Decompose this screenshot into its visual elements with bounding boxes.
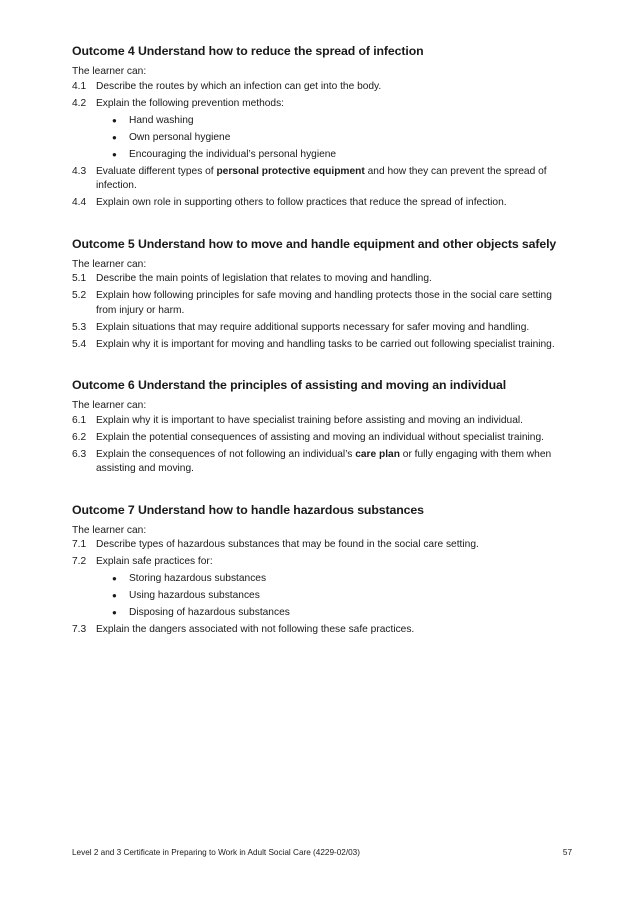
bullet-text: Hand washing [129,114,194,126]
criterion-6-3 [72,448,572,477]
outcome-4-intro: The learner can: [72,66,147,77]
criterion-5-4 [72,338,572,353]
criterion-number: 7.1 [72,539,87,550]
criterion-text-pre: Evaluate different types of [96,165,217,177]
criterion-text [96,165,572,194]
criterion-number: 6.2 [72,431,87,443]
bullet-icon: ● [112,115,117,125]
criterion-text: Explain the potential consequences of assisting and moving an individual without specialist training. [96,431,544,443]
criterion-text: Explain own role in supporting others to follow practices that reduce the spread of infection. [96,197,507,208]
criterion-6-1 [72,414,572,429]
criterion-number: 4.3 [72,165,87,177]
bullet-item [96,114,572,129]
criterion-number: 6.3 [72,448,87,460]
criterion-text: Explain the dangers associated with not following these safe practices. [96,624,415,635]
page-number: 57 [562,848,572,857]
criterion-5-2 [72,289,572,318]
outcome-6 [72,378,572,477]
bullet-list [72,572,572,621]
bullet-text: Encouraging the individual’s personal hygiene [129,148,337,160]
criterion-number: 7.2 [72,556,87,567]
criterion-text: Describe types of hazardous substances that may be found in the social care setting. [96,539,479,550]
criterion-text [96,448,572,477]
criterion-text: Explain safe practices for: [96,556,213,567]
outcome-4-title: Outcome 4 Understand how to reduce the spread of infection [72,44,424,58]
criterion-text-post: and how they can prevent the spread of infection. [96,165,547,191]
footer-title: Level 2 and 3 Certificate in Preparing to Work in Adult Social Care (4229-02/03) [72,848,360,857]
criterion-7-3 [72,623,572,638]
criterion-text: Explain the following prevention methods: [96,97,285,109]
bullet-icon: ● [112,608,117,617]
criterion-number: 5.2 [72,290,87,301]
bullet-text: Storing hazardous substances [129,573,267,584]
criterion-5-3 [72,321,572,336]
outcome-4 [72,44,572,211]
outcome-7-intro: The learner can: [72,524,147,536]
bullet-text: Using hazardous substances [129,590,260,601]
criterion-text-post: or fully engaging with them when assisting and moving. [96,448,552,474]
criterion-number: 5.3 [72,321,87,333]
criterion-4-3 [72,165,572,194]
criterion-7-1 [72,538,572,553]
criterion-number: 4.1 [72,80,87,92]
criterion-number: 5.1 [72,273,87,284]
page-footer [72,848,572,858]
page-content [72,44,572,664]
outcome-6-intro: The learner can: [72,400,147,411]
outcome-5-title: Outcome 5 Understand how to move and handle equipment and other objects safely [72,236,557,251]
criterion-text: Explain why it is important for moving and handling tasks to be carried out following specialist training. [96,338,555,350]
criterion-number: 4.2 [72,97,87,109]
criterion-text: Explain why it is important to have specialist training before assisting and moving an individual. [96,414,523,426]
criterion-number: 5.4 [72,338,87,350]
bullet-list [72,114,572,163]
criterion-number: 7.3 [72,624,87,635]
criterion-text-pre: Explain the consequences of not following an individual’s [96,448,356,460]
criterion-text: Describe the routes by which an infection can get into the body. [96,80,382,92]
bullet-text: Disposing of hazardous substances [129,607,290,618]
criterion-number: 6.1 [72,414,87,426]
outcome-6-title: Outcome 6 Understand the principles of assisting and moving an individual [72,378,507,392]
criterion-text: Explain how following principles for safe moving and handling protects those in the social care setting from injury or harm. [96,290,552,316]
bullet-item [96,606,572,621]
criterion-4-4 [72,196,572,211]
key-term: care plan [355,448,400,460]
criterion-5-1 [72,272,572,287]
bullet-icon: ● [112,591,117,600]
criterion-number: 4.4 [72,197,87,208]
bullet-icon: ● [112,574,117,583]
criterion-text: Describe the main points of legislation that relates to moving and handling. [96,273,432,284]
bullet-text: Own personal hygiene [129,131,231,143]
outcome-5-intro: The learner can: [72,258,147,270]
outcome-7-title: Outcome 7 Understand how to handle hazardous substances [72,502,424,517]
bullet-item [96,131,572,146]
bullet-icon: ● [112,149,117,159]
criterion-4-1 [72,80,572,95]
criterion-text: Explain situations that may require additional supports necessary for safer moving and handling. [96,321,530,333]
bullet-item [96,148,572,163]
criterion-7-2 [72,555,572,570]
bullet-icon: ● [112,132,117,142]
outcome-5 [72,237,572,353]
key-term: personal protective equipment [216,165,365,177]
bullet-item [96,572,572,587]
outcome-7 [72,503,572,638]
bullet-item [96,589,572,604]
criterion-6-2 [72,431,572,446]
criterion-4-2 [72,97,572,112]
